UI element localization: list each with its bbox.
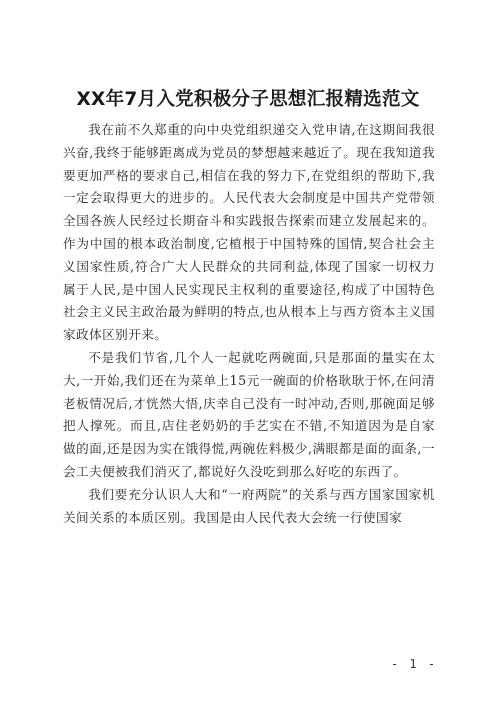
paragraph-3: 我们要充分认识人大和“一府两院”的关系与西方国家国家机关间关系的本质区别。我国是由人民代表大会统一行使国家 <box>63 486 435 525</box>
document-body <box>63 119 435 529</box>
paragraph-1: 我在前不久郑重的向中央党组织递交入党申请,在这期间我很兴奋,我终于能够距离成为党员的梦想越来越近了。现在我知道我要更加严格的要求自己,相信在我的努力下,在党组织的帮助下,我一定会取得更大的进步的。人民代表大会制度是中国共产党带领全国各族人民经过长期奋斗和实践报告探索而建立发展起来的。作为中国的根本政治制度,它植根于中国特殊的国情,契合社会主义国家性质,符合广大人民群众的共同利益,体现了国家一切权力属于人民,是中国人民实现民主权利的重要途径,构成了中国特色社会主义民主政治最为鲜明的特点,也从根本上与西方资本主义国家政体区别开来。 <box>63 122 435 343</box>
page-number: - 1 - <box>390 657 438 671</box>
document-title: XX年7月入党积极分子思想汇报精选范文 <box>76 89 420 110</box>
paragraph-2: 不是我们节省,几个人一起就吃两碗面,只是那面的量实在太大,一开始,我们还在为菜单上15元一碗面的价格耿耿于怀,在问清老板情况后,才恍然大悟,庆幸自己没有一时冲动,否则,那碗面足够把人撑死。而且,店住老奶奶的手艺实在不错,不知道因为是自家做的面,还是因为实在饿得慌,两碗佐料极少,满眼都是面的面条,一会工夫便被我们消灭了,都说好久没吃到那么好吃的东西了。 <box>63 349 435 479</box>
